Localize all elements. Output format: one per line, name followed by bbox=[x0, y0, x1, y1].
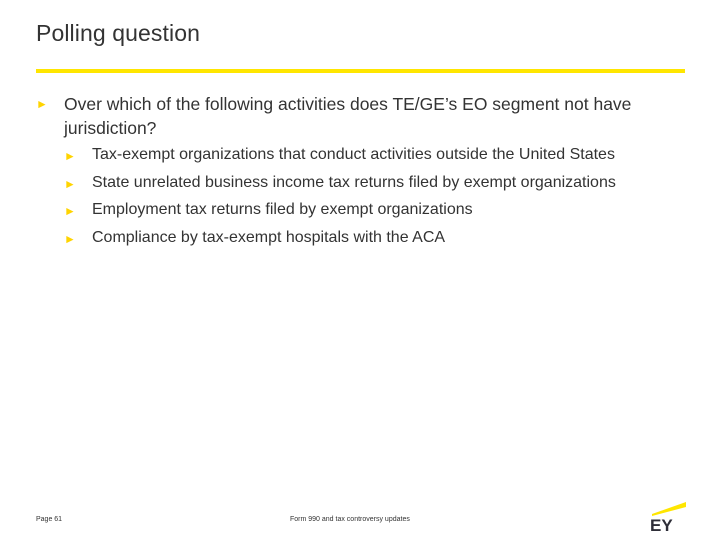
option-4: Compliance by tax-exempt hospitals with the ACA bbox=[92, 229, 446, 246]
bullet-icon: ► bbox=[64, 177, 76, 191]
bullet-icon: ► bbox=[64, 232, 76, 246]
bullet-icon: ► bbox=[64, 204, 76, 218]
polling-question: Over which of the following activities does TE/GE’s EO segment not have jurisdiction? bbox=[64, 94, 632, 138]
bullet-icon: ► bbox=[64, 149, 76, 163]
ey-logo bbox=[648, 496, 688, 532]
option-2: State unrelated business income tax returns filed by exempt organizations bbox=[92, 174, 616, 191]
option-3: Employment tax returns filed by exempt organizations bbox=[92, 201, 473, 218]
title-underline bbox=[36, 69, 685, 73]
bullet-icon: ► bbox=[36, 97, 48, 111]
svg-text:EY: EY bbox=[650, 516, 673, 532]
footer-caption: Form 990 and tax controversy updates bbox=[290, 516, 410, 523]
option-1: Tax-exempt organizations that conduct activities outside the United States bbox=[92, 146, 615, 163]
slide-title: Polling question bbox=[36, 20, 200, 46]
page-number: Page 61 bbox=[36, 516, 63, 523]
